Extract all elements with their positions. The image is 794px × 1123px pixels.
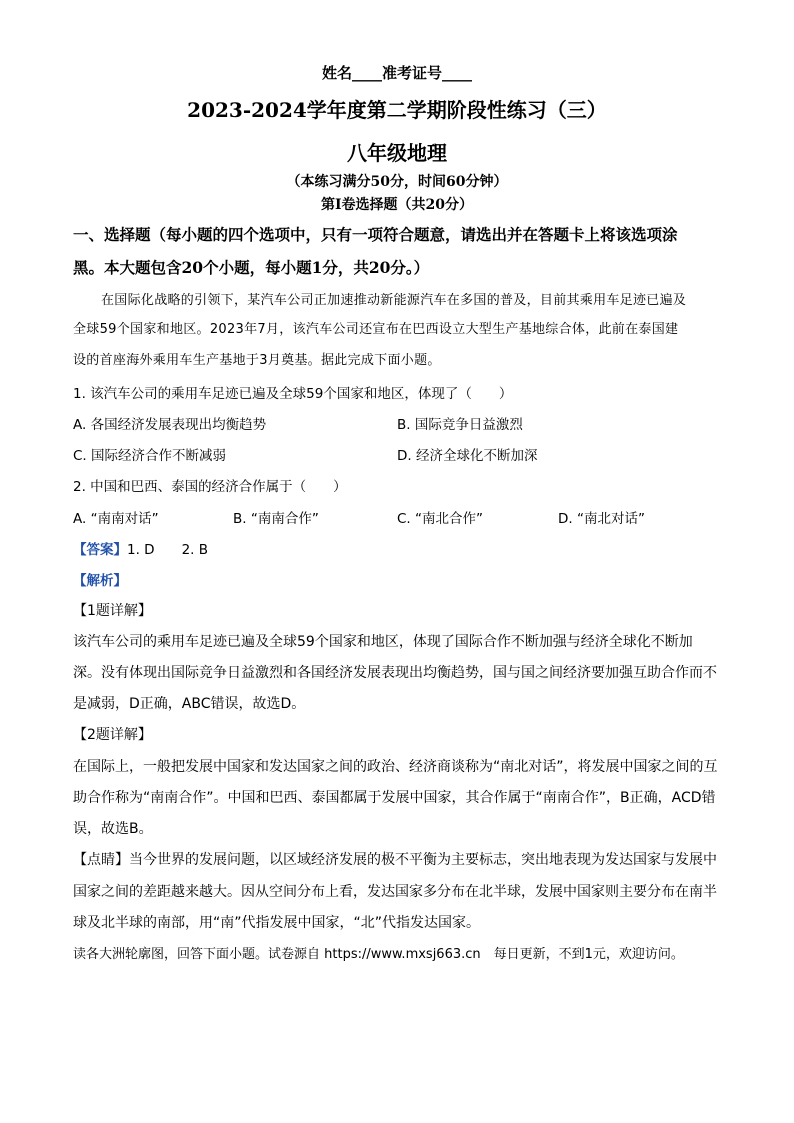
q1-option-b: B. 国际竞争日益激烈 [397,417,523,433]
detail-1-line2: 深。没有体现出国际竞争日益激烈和各国经济发展表现出均衡趋势，国与国之间经济要加强互助合作而不 [73,665,717,681]
score-note: （本练习满分50分，时间60分钟） [286,174,508,190]
material-line1: 在国际化战略的引领下，某汽车公司正加速推动新能源汽车在多国的普及，目前其乘用车足迹已遍及 [101,293,687,308]
section-heading-line2: 黑。本大题包含20个小题，每小题1分，共20分。） [73,258,430,277]
q1-option-d: D. 经济全球化不断加深 [397,448,538,464]
section-heading-line1: 一、选择题（每小题的四个选项中，只有一项符合题意，请选出并在答题卡上将该选项涂 [73,225,678,244]
q2-option-b: B. “南南合作” [233,511,319,527]
tip-line1-wrapper [73,849,717,869]
q2-option-c: C. “南北合作” [397,511,483,527]
q2-option-a: A. “南南对话” [73,511,159,527]
detail-1-line1: 该汽车公司的乘用车足迹已遍及全球59个国家和地区，体现了国际合作不断加强与经济全球化不断加 [73,634,693,650]
detail-2-line1: 在国际上，一般把发展中国家和发达国家之间的政治、经济商谈称为“南北对话”，将发展中国家之间的互 [73,759,718,775]
q1-stem: 1. 该汽车公司的乘用车足迹已遍及全球59个国家和地区，体现了（ ） [73,386,513,402]
volume-heading: 第Ⅰ卷选择题（共20分） [320,197,474,213]
tip-line1: 当今世界的发展问题，以区域经济发展的极不平衡为主要标志，突出地表现为发达国家与发展中 [129,852,717,868]
detail-1-label: 【1题详解】 [73,603,152,619]
tip-line2: 国家之间的差距越来越大。因从空间分布上看，发达国家多分布在北半球，发展中国家则主要分布在南半 [73,884,717,900]
analysis-label: 【解析】 [73,573,127,589]
exam-title: 2023-2024学年度第二学期阶段性练习（三） [187,98,607,122]
footer-note: 读各大洲轮廓图，回答下面小题。试卷源自 https://www.mxsj663.cn 每日更新，不到1元，欢迎访问。 [73,947,684,962]
q2-option-d: D. “南北对话” [558,511,645,527]
answer-line [73,538,208,558]
q1-option-a: A. 各国经济发展表现出均衡趋势 [73,417,267,433]
answer-text: 1. D 2. B [127,542,208,558]
detail-2-line2: 助合作称为“南南合作”。中国和巴西、泰国都属于发展中国家，其合作属于“南南合作”，B正确，ACD错 [73,790,716,806]
detail-1-line3: 是减弱，D正确，ABC错误，故选D。 [73,696,306,712]
name-id-line: 姓名____准考证号____ [321,64,472,82]
tip-label: 【点睛】 [73,852,129,868]
subject-title: 八年级地理 [347,141,447,165]
answer-label: 【答案】 [73,542,127,558]
tip-line3: 球及北半球的南部，用“南”代指发展中国家，“北”代指发达国家。 [73,915,481,931]
q2-stem: 2. 中国和巴西、泰国的经济合作属于（ ） [73,479,347,495]
detail-2-line3: 误，故选B。 [73,821,153,837]
detail-2-label: 【2题详解】 [73,727,152,743]
q1-option-c: C. 国际经济合作不断减弱 [73,448,227,464]
material-line2: 全球59个国家和地区。2023年7月，该汽车公司还宣布在巴西设立大型生产基地综合体，此前在泰国建 [73,322,679,337]
material-line3: 设的首座海外乘用车生产基地于3月奠基。据此完成下面小题。 [73,353,441,368]
